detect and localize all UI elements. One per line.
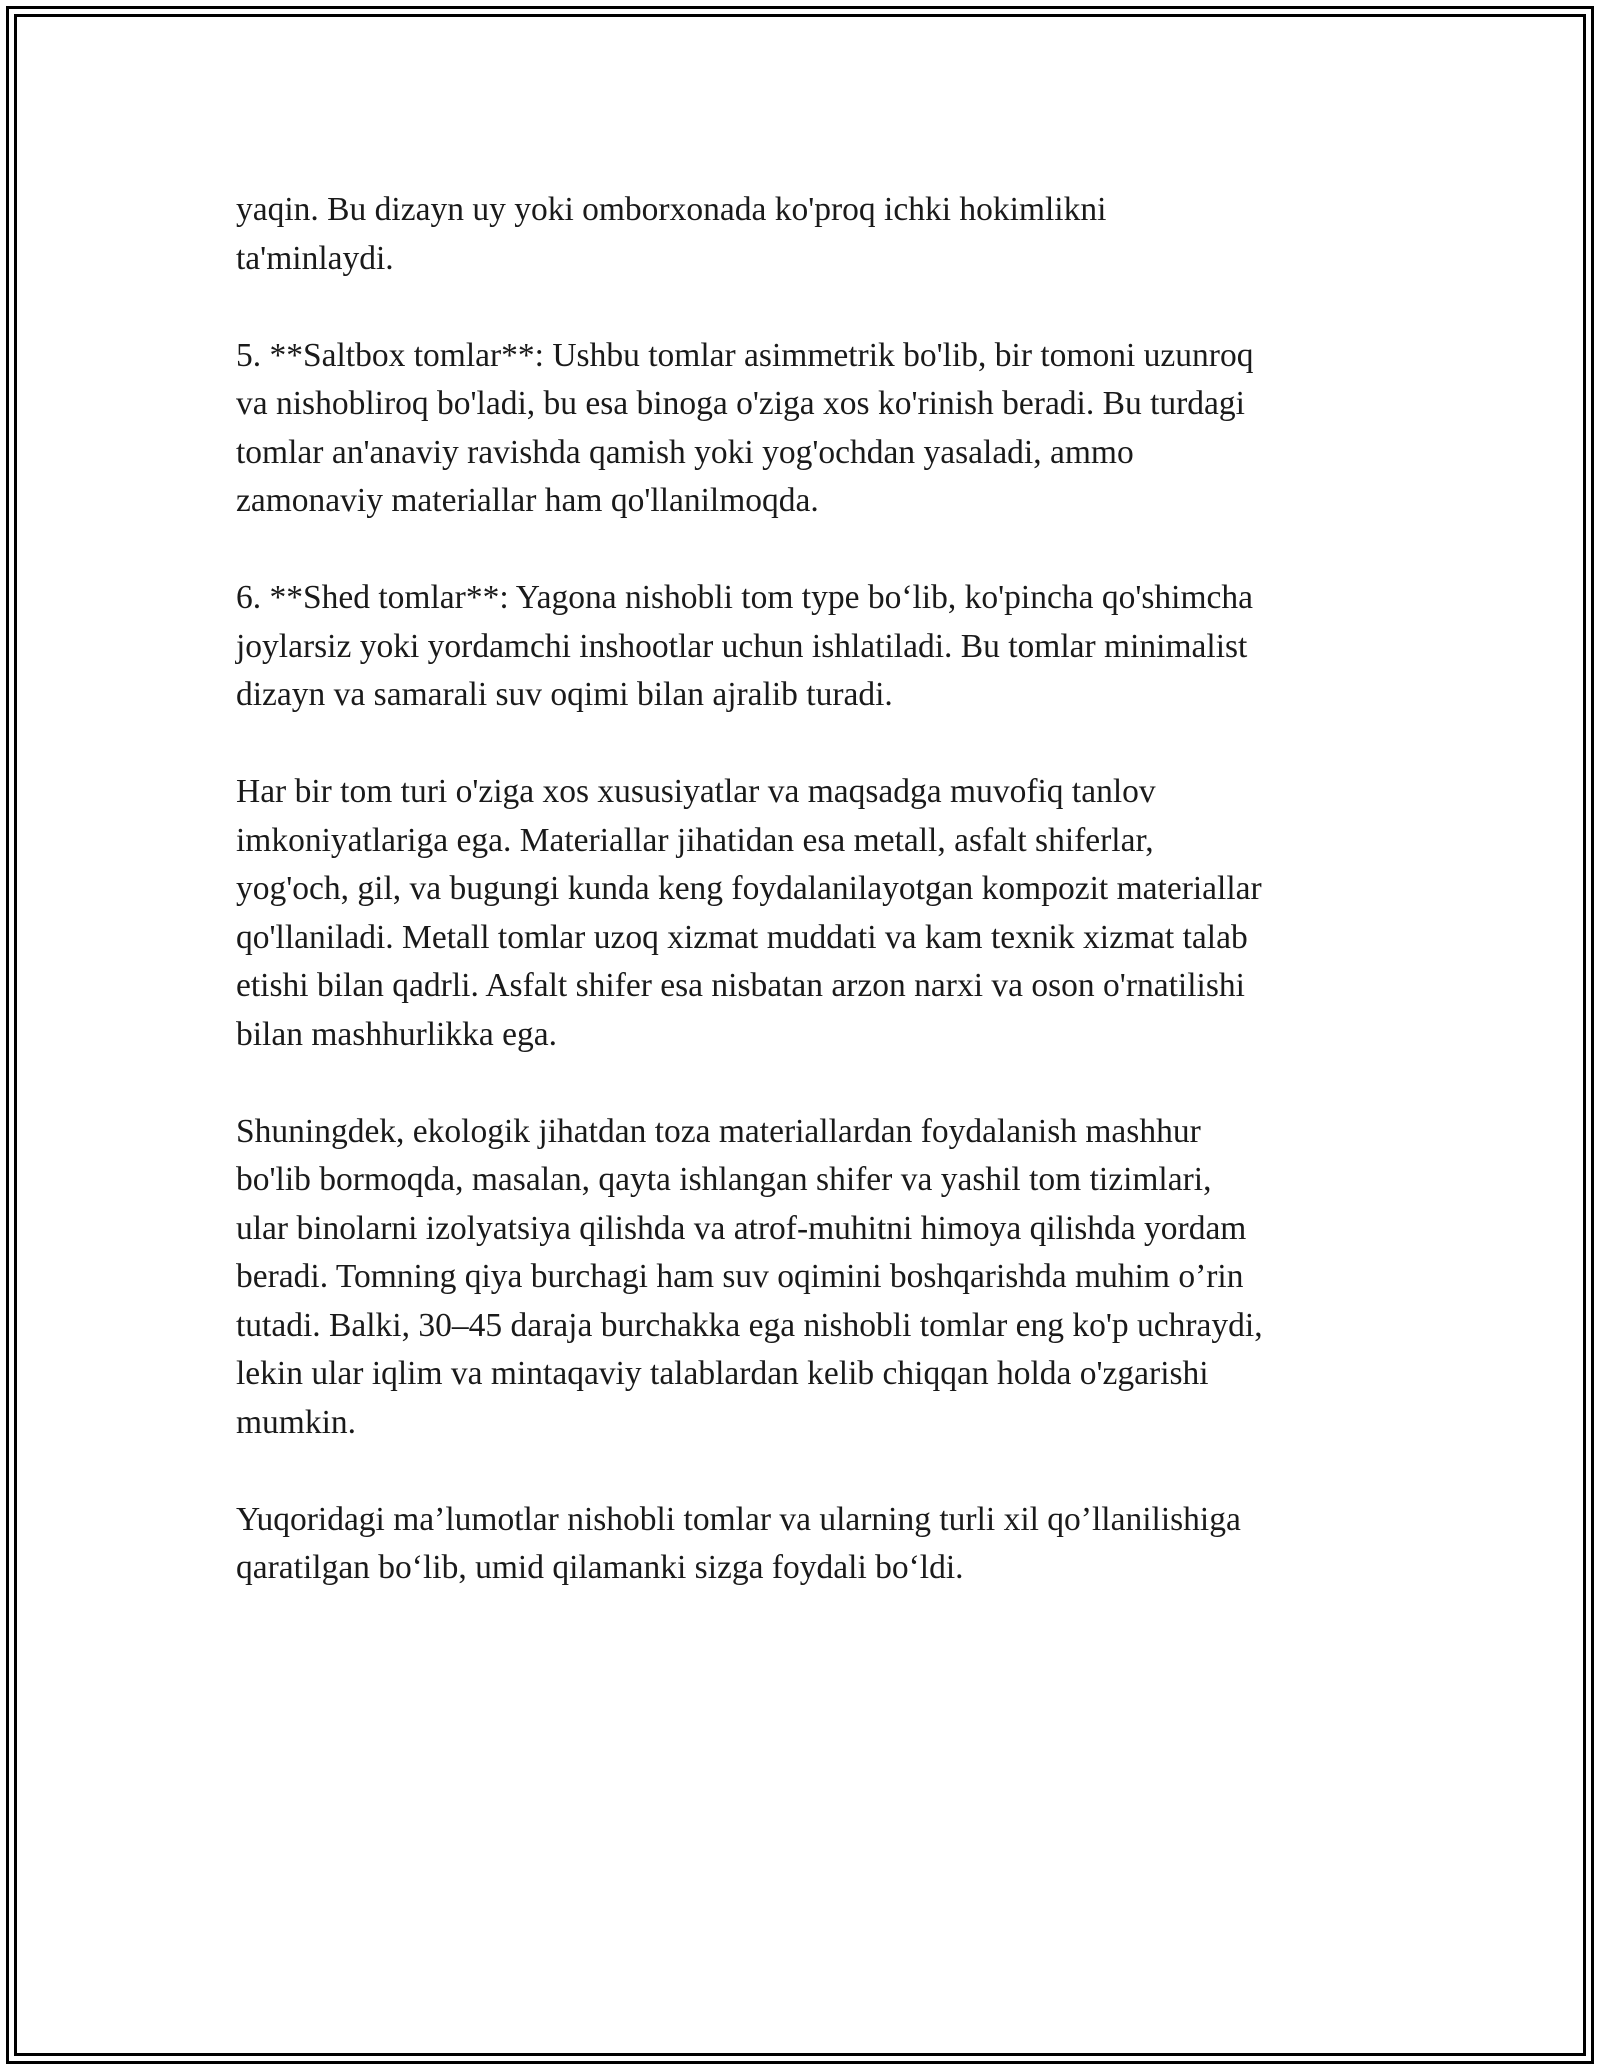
text-line: yog'och, gil, va bugungi kunda keng foydalanilayotgan kompozit materiallar <box>236 870 1262 907</box>
text-line: lekin ular iqlim va mintaqaviy talablardan kelib chiqqan holda o'zgarishi <box>236 1355 1209 1392</box>
text-line: qo'llaniladi. Metall tomlar uzoq xizmat muddati va kam texnik xizmat talab <box>236 918 1248 956</box>
text-line: zamonaviy materiallar ham qo'llanilmoqda. <box>236 482 819 519</box>
text-line: tomlar an'anaviy ravishda qamish yoki yog'ochdan yasaladi, ammo <box>236 433 1134 471</box>
text-line: mumkin. <box>236 1403 357 1441</box>
text-line: Shuningdek, ekologik jihatdan toza materiallardan foydalanish mashhur <box>236 1112 1201 1150</box>
paragraph-saltbox-roofs <box>236 332 1396 526</box>
paragraph-eco-materials <box>236 1108 1396 1448</box>
text-line: qaratilgan bo‘lib, umid qilamanki sizga foydali bo‘ldi. <box>236 1549 964 1586</box>
text-line: etishi bilan qadrli. Asfalt shifer esa nisbatan arzon narxi va oson o'rnatilishi <box>236 967 1245 1004</box>
document-body <box>236 186 1396 1641</box>
text-line: Har bir tom turi o'ziga xos xususiyatlar va maqsadga muvofiq tanlov <box>236 773 1156 810</box>
text-line: bo'lib bormoqda, masalan, qayta ishlangan shifer va yashil tom tizimlari, <box>236 1161 1212 1198</box>
text-line: ular binolarni izolyatsiya qilishda va atrof-muhitni himoya qilishda yordam <box>236 1209 1247 1247</box>
text-line: yaqin. Bu dizayn uy yoki omborxonada ko'proq ichki hokimlikni <box>236 191 1107 228</box>
paragraph-design-intro <box>236 186 1396 283</box>
paragraph-shed-roofs <box>236 574 1396 720</box>
paragraph-roof-materials <box>236 768 1396 1059</box>
text-line: dizayn va samarali suv oqimi bilan ajralib turadi. <box>236 676 893 713</box>
text-line: tutadi. Balki, 30–45 daraja burchakka ega nishobli tomlar eng ko'p uchraydi, <box>236 1306 1263 1344</box>
text-line: 6. **Shed tomlar**: Yagona nishobli tom type bo‘lib, ko'pincha qo'shimcha <box>236 579 1253 616</box>
text-line: va nishobliroq bo'ladi, bu esa binoga o'ziga xos ko'rinish beradi. Bu turdagi <box>236 385 1245 422</box>
text-line: imkoniyatlariga ega. Materiallar jihatidan esa metall, asfalt shiferlar, <box>236 821 1154 859</box>
paragraph-conclusion <box>236 1496 1396 1593</box>
text-line: joylarsiz yoki yordamchi inshootlar uchun ishlatiladi. Bu tomlar minimalist <box>236 627 1248 665</box>
text-line: Yuqoridagi ma’lumotlar nishobli tomlar va ularning turli xil qo’llanilishiga <box>236 1500 1241 1538</box>
text-line: beradi. Tomning qiya burchagi ham suv oqimini boshqarishda muhim o’rin <box>236 1258 1244 1295</box>
text-line: bilan mashhurlikka ega. <box>236 1015 557 1053</box>
text-line: 5. **Saltbox tomlar**: Ushbu tomlar asimmetrik bo'lib, bir tomoni uzunroq <box>236 336 1254 374</box>
text-line: ta'minlaydi. <box>236 239 394 277</box>
